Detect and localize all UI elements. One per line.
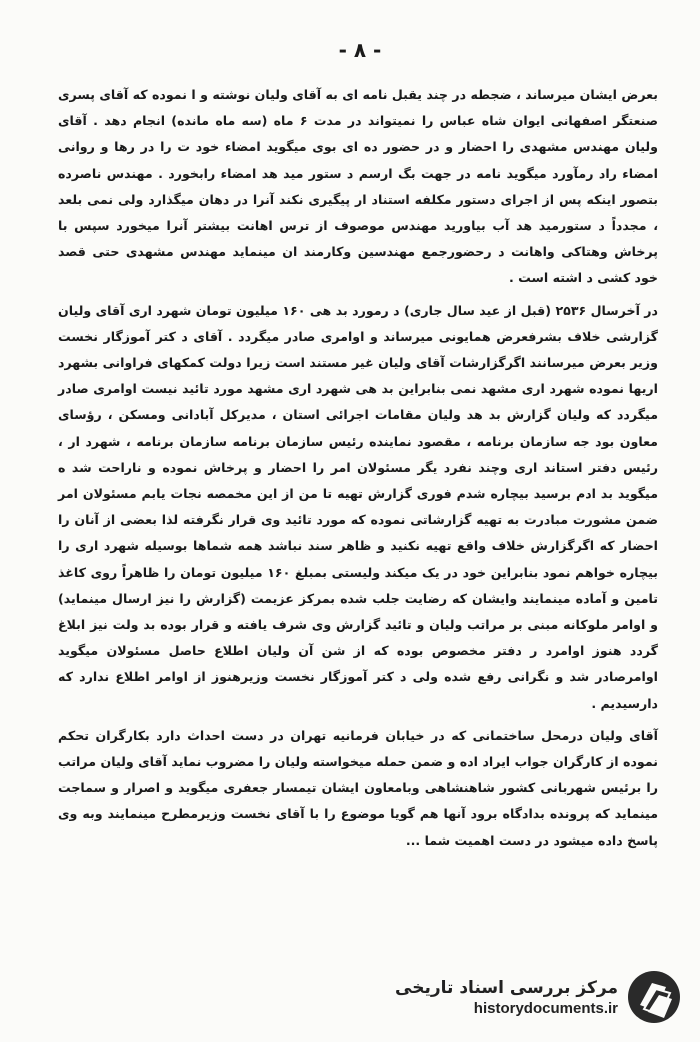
paragraph-2: در آخرسال ۲۵۳۶ (قبل از عید سال جاری) د رمورد بد هی ۱۶۰ میلیون تومان شهرد اری آقای ولیان گزارشی خلاف بشرفعرض همایونی میرساند و اوامری صادر میگردد . آقای د کتر آموزگار نخست وزیر بعرض میرسانند اگرگزارشات آقای ولیان غیر مستند است زیرا دولت کمکهای فراوانی بشهرد اریها نموده شهرد اری مشهد نمی بنابراین بد هی شهرد اری مشهد مورد تائید نیست اوامری صادر میگردد که ولیان گزارش بد هد ولیان مقامات اجرائی استان ، مدیرکل آبادانی ومسکن ، رؤسای معاون بود جه سازمان برنامه ، مقصود نماینده رئیس سازمان برنامه سازمان برنامه ، شهرد ار ، رئیس دفتر استاند اری وچند نفرد یگر مسئولان امر را احضار و پرخاش نموده و ناراحت شد ه میگوید بد ادم برسید بیچاره شدم فوری گزارش تهیه تا من از این مخمصه نجات یابم مسئولان امر ضمن مشورت مبادرت به تهیه گزارشاتی نموده که مورد تائید وی قرار نگرفته لذا بعضی از آنان را احضار که اگرگزارش خلاف واقع تهیه نکنید و ظاهر سند نباشد همه شماها بوسیله شهرد اری را بیچاره خواهم نمود بنابراین خود در یک میکند ولیستی بمبلغ ۱۶۰ میلیون تومان را ظاهراً روی کاغذ تامین و آماده مینمایند وایشان که رضایت جلب شده بمرکز عزیمت (گزارش را نیز ارسال مینماید) و اوامر ملوکانه مبنی بر مراتب ولیان و تائید گزارش وی شرف یافته و قرار بوده بد ولت نیز ابلاغ گردد هنوز اوامرد ر دفتر مخصوص بوده که از شن آن ولیان اطلاع حاصل مسئولان میگوید اوامرصادر شد و نگرانی رفع شده ولی د کتر آموزگار نخست وزیرهنوز از اوامر اطلاع ندارد که دارسیدیم . xyxy=(58,302,659,711)
paragraph-1: بعرض ایشان میرساند ، ضجطه در چند یقبل نامه ای به آقای ولیان نوشته و ا نموده که آقای پسری صنعتگر اصفهانی ایوان شاه عباس را نمیتواند در مدت ۶ ماه (سه ماه مانده) انجام دهد . آقای ولیان مهندس مشهدی را احضار و در حضور ده ای بوی میگوید امضاء خود ت را در رها و روانی امضاء راد رمآورد میگوید نامه در جهت بگ ارسم د ستور مید هد امضاء رابخورد . مهندس ناصرده بتصور اینکه پس از اجرای دستور مکلفه استناد ار پیگیری نکند آنرا در دهان میگذارد ولی نمی بلعد ، مجدداً د ستورمید هد آب بیاورید مهندس موصوف از ترس اهانت بیشتر آنرا میخورد سپس با پرخاش وهتاکی واهانت د رحضورجمع مهندسین وکارمند ان مینماید مهندس مشهدی حتی قصد خود کشی د اشته است . xyxy=(58,87,658,286)
watermark xyxy=(382,966,682,1028)
paragraph-3: آقای ولیان درمحل ساختمانی که در خیابان فرمانیه تهران در دست احداث دارد بکارگران تحکم نموده از کارگران جواب ایراد اده و ضمن حمله میخواسته ولیان را مضروب نماید آقای ولیان مراتب را برئیس شهربانی کشور شاهنشاهی وبامعاون ایشان تیمسار جعفری میگوید و اصرار و سماجت مینماید که پرونده بدادگاه برود آنها هم گویا موضوع را با آقای نخست وزیرمطرح مینمایند وبه وی پاسخ داده میشود در دست اهمیت شما ... xyxy=(58,727,658,848)
watermark-text xyxy=(395,978,618,1017)
document-body xyxy=(58,82,658,854)
page-number: - ۸ - xyxy=(338,38,382,62)
watermark-url: historydocuments.ir xyxy=(473,999,618,1017)
document-archive-logo-icon xyxy=(626,969,682,1025)
watermark-title: مرکز بررسی اسناد تاریخی xyxy=(395,977,618,998)
